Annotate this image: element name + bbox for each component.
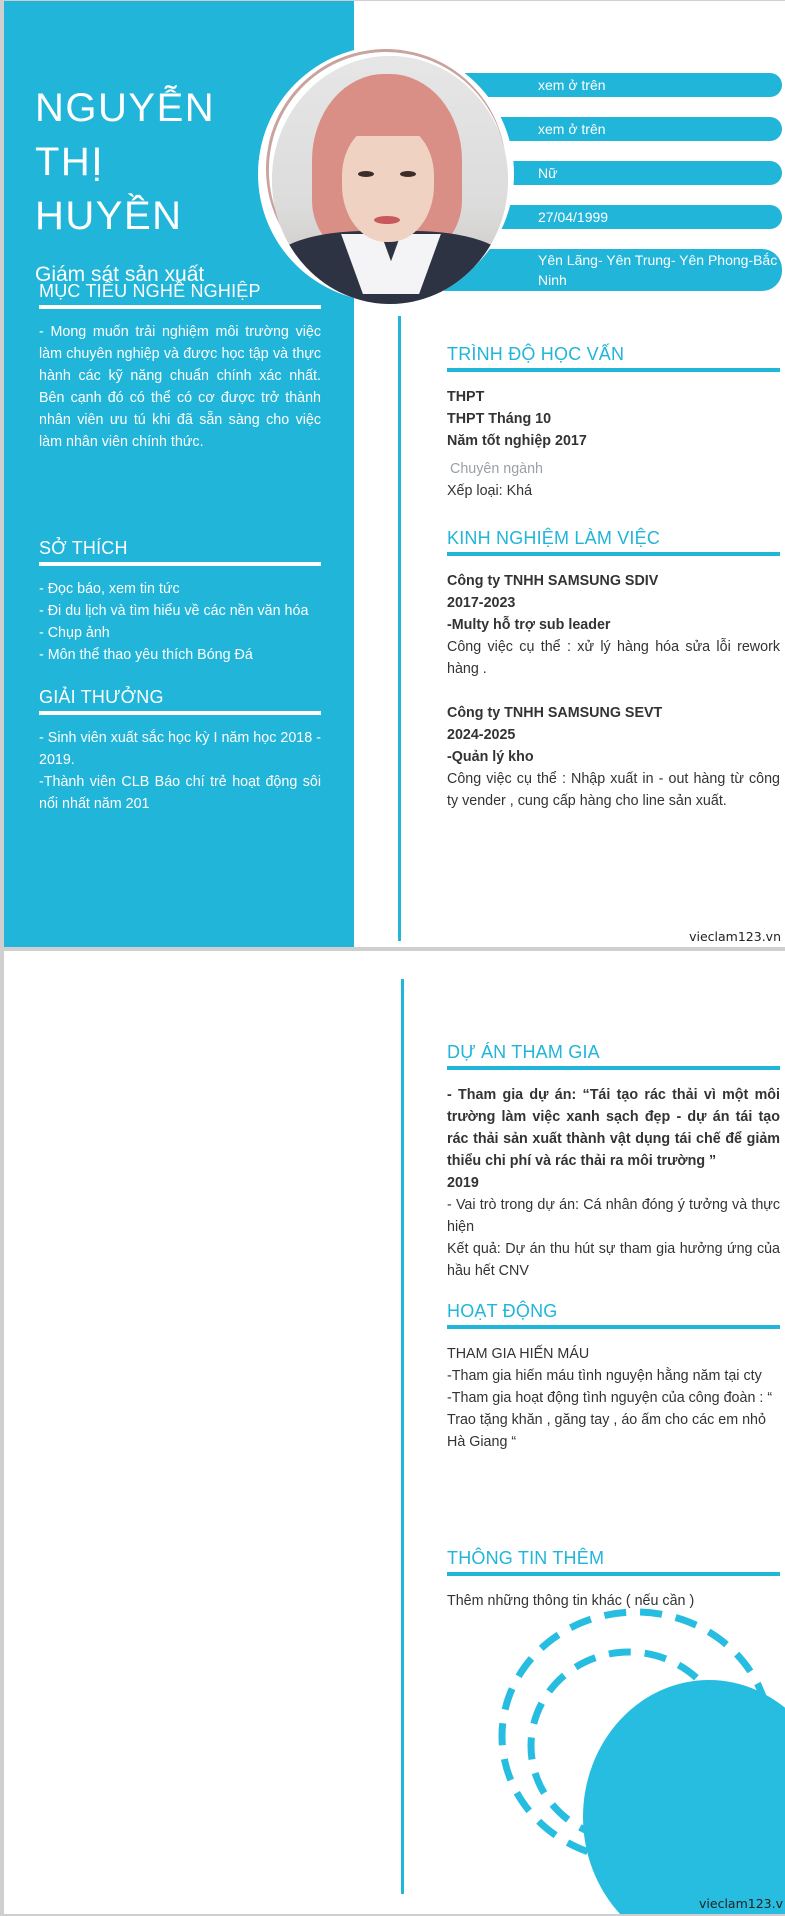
grade: Xếp loại: Khá [447, 483, 533, 499]
job-role: -Quản lý kho [447, 749, 534, 765]
decorative-circles [4, 951, 785, 1914]
watermark: vieclam123.v [699, 1896, 783, 1911]
activities-heading: HOẠT ĐỘNG [447, 1301, 780, 1329]
award-item: -Thành viên CLB Báo chí trẻ hoạt động sôi nổi nhất năm 201 [39, 774, 321, 812]
contact-value: 27/04/1999 [538, 209, 609, 225]
hobbies-list [39, 578, 321, 666]
major-placeholder: Chuyên ngành [450, 461, 544, 477]
job-description: Công việc cụ thể : xử lý hàng hóa sửa lỗi rework hàng . [447, 639, 780, 677]
job-entry [447, 702, 780, 812]
awards-heading: GIẢI THƯỞNG [39, 687, 321, 715]
job-period: 2024-2025 [447, 727, 516, 743]
profile-photo [272, 56, 508, 304]
watermark: vieclam123.vn [689, 929, 781, 944]
candidate-name [35, 81, 215, 243]
job-company: Công ty TNHH SAMSUNG SEVT [447, 705, 663, 721]
job-company: Công ty TNHH SAMSUNG SDIV [447, 573, 659, 589]
objective-text: - Mong muốn trải nghiệm môi trường việc làm chuyên nghiệp và được học tập và thực hành các kỹ năng chuẩn chính xác nhất. Bên cạnh đó có thể có cơ được trở thành nhân viên ưu tú khi đã sẵn sàng cho việc làm nhân viên chính thức. [39, 324, 321, 450]
education-body [447, 386, 780, 502]
awards-list [39, 727, 321, 815]
objective-heading: MỤC TIÊU NGHỀ NGHIỆP [39, 281, 321, 309]
awards-section [39, 687, 321, 815]
contact-value: xem ở trên [538, 121, 606, 137]
project-role: - Vai trò trong dự án: Cá nhân đóng ý tưởng và thực hiện [447, 1197, 780, 1235]
name-line-3: HUYỀN [35, 194, 183, 238]
activity-heading: THAM GIA HIẾN MÁU [447, 1346, 590, 1362]
experience-heading: KINH NGHIỆM LÀM VIỆC [447, 528, 780, 556]
award-item: - Sinh viên xuất sắc học kỳ I năm học 2018 - 2019. [39, 730, 321, 768]
cv-page-1 [4, 1, 785, 947]
name-line-2: THỊ [35, 140, 104, 184]
timeline-divider [398, 316, 401, 941]
activity-item: -Tham gia hoạt động tình nguyện của công đoàn : “ Trao tặng khăn , găng tay , áo ấm cho các em nhỏ Hà Giang “ [447, 1390, 773, 1450]
hobby-item: - Đi du lịch và tìm hiểu về các nền văn hóa [39, 603, 309, 619]
project-result: Kết quả: Dự án thu hút sự tham gia hưởng ứng của hầu hết CNV [447, 1241, 780, 1279]
hobbies-section [39, 538, 321, 666]
contact-value: xem ở trên [538, 77, 606, 93]
hobby-item: - Môn thể thao yêu thích Bóng Đá [39, 647, 253, 663]
activity-item: -Tham gia hiến máu tình nguyện hằng năm tại cty [447, 1368, 762, 1384]
name-line-1: NGUYỄN [35, 86, 216, 130]
extra-info-text: Thêm những thông tin khác ( nếu cần ) [447, 1593, 695, 1609]
school-name: THPT Tháng 10 [447, 411, 552, 427]
experience-section [447, 528, 780, 812]
contact-value: Nữ [538, 165, 558, 181]
project-name: - Tham gia dự án: “Tái tạo rác thải vì một môi trường làm việc xanh sạch đẹp - dự án tái tạo rác thải sản xuất thành vật dụng tái chế để giảm thiểu chi phí và rác thải ra môi trường ” [447, 1087, 780, 1169]
hobby-item: - Đọc báo, xem tin tức [39, 581, 180, 597]
projects-heading: DỰ ÁN THAM GIA [447, 1042, 780, 1070]
extra-info-heading: THÔNG TIN THÊM [447, 1548, 780, 1576]
hobby-item: - Chụp ảnh [39, 625, 110, 641]
contact-value: Yên Lãng- Yên Trung- Yên Phong-Bắc Ninh [538, 252, 778, 288]
job-entry [447, 570, 780, 680]
project-year: 2019 [447, 1175, 479, 1191]
experience-body [447, 570, 780, 812]
education-heading: TRÌNH ĐỘ HỌC VẤN [447, 344, 780, 372]
job-title: Giám sát sản xuất [35, 263, 205, 286]
job-description: Công việc cụ thể : Nhập xuất in - out hàng từ công ty vender , cung cấp hàng cho line sản xuất. [447, 771, 780, 809]
graduation-year: Năm tốt nghiệp 2017 [447, 433, 587, 449]
job-role: -Multy hỗ trợ sub leader [447, 617, 611, 633]
education-level: THPT [447, 389, 485, 405]
job-period: 2017-2023 [447, 595, 516, 611]
cv-page-2 [4, 951, 785, 1914]
objective-section [39, 281, 321, 453]
hobbies-heading: SỞ THÍCH [39, 538, 321, 566]
education-section [447, 344, 780, 502]
